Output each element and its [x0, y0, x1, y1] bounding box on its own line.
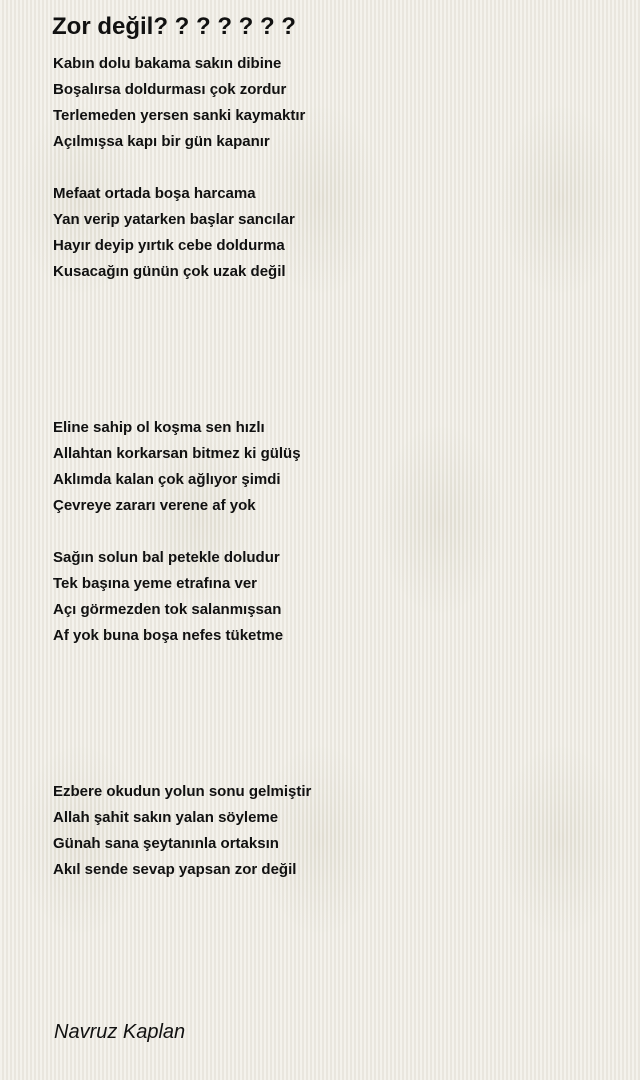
stanza-gap	[53, 155, 613, 181]
poem-line: Çevreye zararı verene af yok	[53, 497, 256, 514]
poem-line: Akıl sende sevap yapsan zor değil	[53, 861, 297, 878]
poem-line: Boşalırsa doldurması çok zordur	[53, 81, 287, 98]
poem-line: Kabın dolu bakama sakın dibine	[53, 55, 282, 72]
section-gap	[53, 649, 613, 779]
section-gap	[53, 285, 613, 415]
poem-line: Allahtan korkarsan bitmez ki gülüş	[53, 445, 301, 462]
poem-line: Terlemeden yersen sanki kaymaktır	[53, 107, 306, 124]
poem-line: Ezbere okudun yolun sonu gelmiştir	[53, 783, 312, 800]
poem-author: Navruz Kaplan	[54, 1021, 186, 1043]
poem-line: Eline sahip ol koşma sen hızlı	[53, 419, 265, 436]
stanza-2	[53, 181, 613, 285]
poem-line: Aklımda kalan çok ağlıyor şimdi	[53, 471, 281, 488]
poem-title: Zor değil? ? ? ? ? ? ?	[52, 13, 296, 40]
poem-line: Kusacağın günün çok uzak değil	[53, 263, 286, 280]
poem-line: Allah şahit sakın yalan söyleme	[53, 809, 279, 826]
poem-line: Sağın solun bal petekle doludur	[53, 549, 280, 566]
poem-line: Açı görmezden tok salanmışsan	[53, 601, 282, 618]
poem-line: Yan verip yatarken başlar sancılar	[53, 211, 295, 228]
poem-body	[53, 51, 613, 883]
poem-line: Açılmışsa kapı bir gün kapanır	[53, 133, 270, 150]
poem-line: Hayır deyip yırtık cebe doldurma	[53, 237, 285, 254]
poem-line: Mefaat ortada boşa harcama	[53, 185, 256, 202]
poem-line: Günah sana şeytanınla ortaksın	[53, 835, 279, 852]
stanza-3	[53, 415, 613, 519]
stanza-5	[53, 779, 613, 883]
stanza-1	[53, 51, 613, 155]
stanza-gap	[53, 519, 613, 545]
stanza-4	[53, 545, 613, 649]
poem-line: Tek başına yeme etrafına ver	[53, 575, 257, 592]
poem-line: Af yok buna boşa nefes tüketme	[53, 627, 284, 644]
